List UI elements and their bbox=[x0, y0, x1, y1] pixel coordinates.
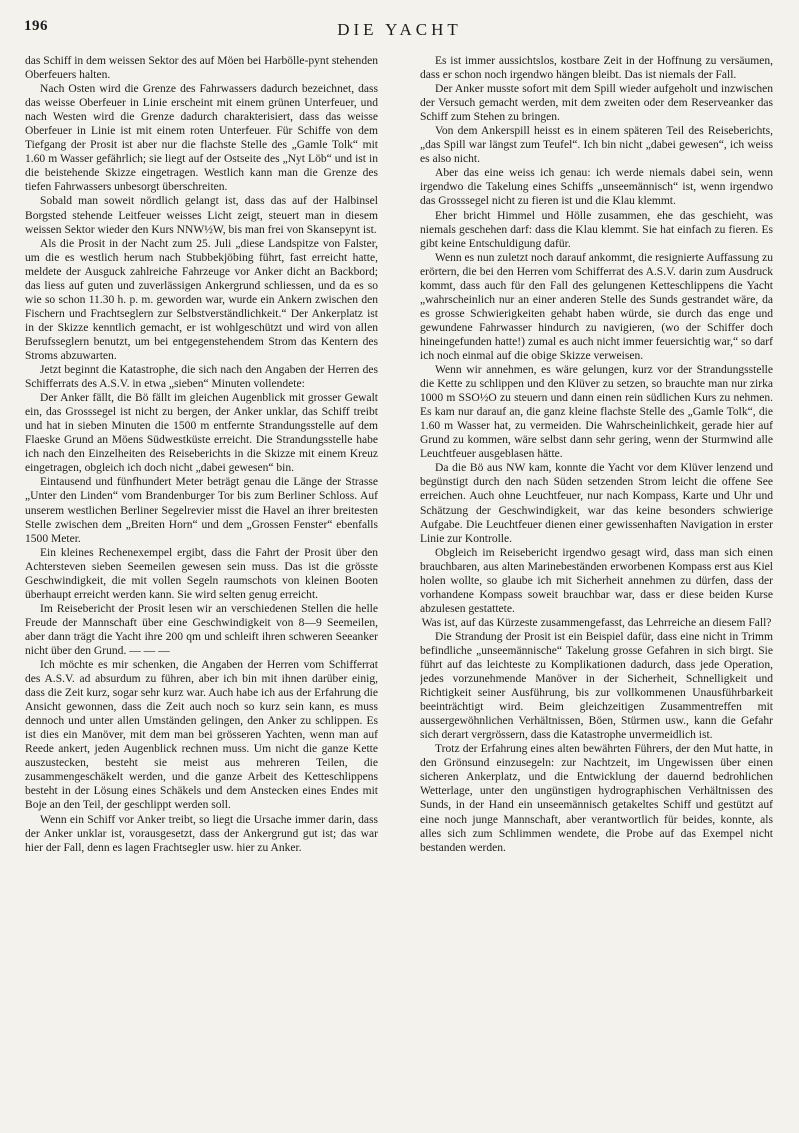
paragraph: Der Anker fällt, die Bö fällt im gleichen Augenblick mit grosser Gewalt ein, das Grosssegel ist nicht zu bergen, der Anker unklar, das Schiff treibt und hat in sieben Minuten die 1500 m entfernte Strandungsstelle auf dem Flaeske Grund an Möens Südwestküste erreicht. Die Strandungsstelle habe ich nach den Einzelheiten des Reiseberichts in die Skizze mit einem Kreuz eingetragen, obgleich ich doch nicht „dabei gewesen“ bin. bbox=[25, 392, 378, 475]
left-column bbox=[25, 54, 378, 1114]
paragraph: Wenn wir annehmen, es wäre gelungen, kurz vor der Strandungsstelle die Kette zu schlippen und den Klüver zu setzen, so brauchte man nur zirka 1000 m SSO½O zu steuern und dann einen rein südlichen Kurs zu nehmen. Es kam nur darauf an, die ganz kleine flachste Stelle des „Gamle Tolk“, die 1.60 m Wasser hat, zu vermeiden. Die Wahrscheinlichkeit, gerade hier auf Grund zu kommen, wäre selbst dann sehr gering, wenn der Sturmwind alle Leuchtfeuer ausgeblasen hätte. bbox=[420, 364, 773, 461]
paragraph: Da die Bö aus NW kam, konnte die Yacht vor dem Klüver lenzend und begünstigt durch den nach Süden setzenden Strom leicht die offene See erreichen. Auch ohne Leuchtfeuer, nur nach Kompass, Karte und Uhr und Schätzung der Geschwindigkeit, war das keine besonders schwierige Aufgabe. Die Leuchtfeuer dienen einer gewissenhaften Navigation in erster Linie zur Kontrolle. bbox=[420, 462, 773, 545]
paragraph: Die Strandung der Prosit ist ein Beispiel dafür, dass eine nicht in Trimm befindliche „unseemännische“ Takelung grosse Gefahren in sich birgt. Sie führt auf das leichteste zu Komplikationen dadurch, dass jede Operation, jedes vorzunehmende Manöver in der Sicherheit, Schnelligkeit und Richtigkeit seiner Ausführung, bis zur vollkommenen Unausführbarkeit beeinträchtigt wird. Beim gleichzeitigen Zusammentreffen mit aussergewöhnlichen Verhältnissen, Böen, Stürmen usw., kann die Gefahr sich derart vergrössern, dass die Katastrophe unvermeidlich ist. bbox=[420, 630, 773, 742]
paragraph: Eintausend und fünfhundert Meter beträgt genau die Länge der Strasse „Unter den Linden“ vom Brandenburger Tor bis zum Berliner Schloss. Auf unserem westlichen Berliner Segelrevier misst die Havel an ihrer breitesten Stelle zwischen dem „Breiten Horn“ und dem „Grossen Fenster“ ebenfalls 1500 Meter. bbox=[25, 476, 378, 545]
paragraph: Trotz der Erfahrung eines alten bewährten Führers, der den Mut hatte, in den Grönsund einzusegeln: zur Nachtzeit, im Ungewissen über einen sicheren Ankerplatz, und die Entwicklung der dauernd bedrohlichen Wetterlage, unter den ungünstigen hydrographischen Verhältnissen des Sunds, in der Hand ein unseemännisch getakeltes Schiff und gestützt auf eine noch junge Mannschaft, aber verantwortlich für beides, konnte, als alles sich zum Schlimmen wendete, die Probe auf das Exempel nicht bestanden werden. bbox=[420, 743, 773, 854]
paragraph: Es ist immer aussichtslos, kostbare Zeit in der Hoffnung zu versäumen, dass er schon noch irgendwo hängen bleibt. Das ist niemals der Fall. bbox=[420, 55, 773, 82]
paragraph: Obgleich im Reisebericht irgendwo gesagt wird, dass man sich einen brauchbaren, aus alten Marinebeständen erworbenen Kompass erst aus Kiel holen wollte, so glaube ich mit Sicherheit annehmen zu dürfen, dass der vorhandene Kompass soweit brauchbar war, dass er diese beiden Kurse abzulesen gestattete. bbox=[420, 546, 773, 615]
paragraph: Der Anker musste sofort mit dem Spill wieder aufgeholt und inzwischen der Versuch gemacht werden, mit dem zweiten oder dem Reserveanker das Schiff zum Stehen zu bringen. bbox=[420, 83, 773, 124]
paragraph: Jetzt beginnt die Katastrophe, die sich nach den Angaben der Herren des Schifferrats des A.S.V. in etwa „sieben“ Minuten vollendete: bbox=[25, 364, 378, 391]
paragraph: Sobald man soweit nördlich gelangt ist, dass das auf der Halbinsel Borgsted stehende Leitfeuer weisses Licht zeigt, steuert man in diesem weissen Sektor wieder den Kurs NNW½W, bis man frei von Skansepynt ist. bbox=[25, 195, 378, 236]
running-title: DIE YACHT bbox=[337, 20, 462, 39]
paragraph: Ich möchte es mir schenken, die Angaben der Herren vom Schifferrat des A.S.V. ad absurdum zu führen, aber ich bin mit ihnen darüber einig, dass die Zeit kurz, sogar sehr kurz war. Auch habe ich aus der Erfahrung die Ansicht gewonnen, dass die Zeit auch noch so kurz sein kann, es muss dennoch und unter allen Umständen gelingen, den Anker zu schlippen. Es ist dies ein Manöver, mit dem man bei grösseren Yachten, wenn man auf Reede ankert, jeden Augenblick rechnen muss. Um nicht die ganze Kette auszustecken, besteht sie meist aus mehreren Teilen, die zusammengeschäkelt werden, und die ganze Arbeit des Ketteschlippens besteht in der Lösung eines Schäkels und dem Anstecken eines Endes mit Boje an den Teil, der geschlippt werden soll. bbox=[25, 659, 378, 812]
paragraph: Im Reisebericht der Prosit lesen wir an verschiedenen Stellen die helle Freude der Mannschaft über eine Geschwindigkeit von 8—9 Seemeilen, aber dann trägt die Yacht ihre 200 qm und schleift ihren schweren Seeanker nicht über den Grund. — — — bbox=[25, 602, 378, 657]
paragraph: Ein kleines Rechenexempel ergibt, dass die Fahrt der Prosit über den Achtersteven sieben Seemeilen gewesen sein muss. Das ist die grösste Geschwindigkeit, die mit vollen Segeln raumschots von kleinen Booten überhaupt erreicht werden kann. Sie wird selten genug erreicht. bbox=[25, 546, 378, 601]
right-column bbox=[420, 54, 773, 1114]
page-number: 196 bbox=[24, 18, 48, 34]
paragraph: das Schiff in dem weissen Sektor des auf Möen bei Harbölle-pynt stehenden Oberfeuers halten. bbox=[25, 55, 378, 82]
paragraph: Wenn es nun zuletzt noch darauf ankommt, die resignierte Auffassung zu erörtern, die bei den Herren vom Schifferrat des A.S.V. darin zum Ausdruck kommt, dass auch für den Fall des gelungenen Ketteschlippens die Yacht „wahrscheinlich nur an einer anderen Stelle des Sunds gestrandet wäre, da es grosse Schwierigkeiten gehabt haben würde, sie durch das enge und gewundene Fahrwasser hindurch zu navigieren, (wo der Schiffer doch hineingefunden hatte!) zumal es auch nicht immer feuersichtig war,“ so darf ich noch einmal auf die obige Skizze verweisen. bbox=[420, 251, 773, 362]
paragraph: Aber das eine weiss ich genau: ich werde niemals dabei sein, wenn irgendwo die Takelung eines Schiffs „unseemännisch“ ist, wenn irgendwo das Grosssegel nicht zu fieren ist und die Klau klemmt. bbox=[420, 167, 773, 208]
paragraph: Wenn ein Schiff vor Anker treibt, so liegt die Ursache immer darin, dass der Anker unklar ist, vorausgesetzt, dass der Ankergrund gut ist; das war hier der Fall, denn es lagen Frachtsegler usw. hier zu Anker. bbox=[25, 813, 378, 854]
paragraph: Nach Osten wird die Grenze des Fahrwassers dadurch bezeichnet, dass das weisse Oberfeuer in Linie erscheint mit einem grünen Unterfeuer, und nach Westen wird die Grenze dadurch charakterisiert, dass das weisse Oberfeuer in Linie ist mit einem roten Unterfeuer. Für Schiffe von dem Tiefgang der Prosit ist aber nur die flachste Stelle des „Gamle Tolk“ mit 1.60 m Wasser gefährlich; sie liegt auf der Ostseite des „Nyt Löb“ und ist in die beistehende Skizze eingetragen. Westlich kann man die Grenze des tiefen Fahrwassers unbesorgt überschreiten. bbox=[25, 83, 378, 194]
paragraph: Von dem Ankerspill heisst es in einem späteren Teil des Reiseberichts, „das Spill war längst zum Teufel“. Ich bin nicht „dabei gewesen“, ich weiss es also nicht. bbox=[420, 125, 773, 166]
paragraph: Eher bricht Himmel und Hölle zusammen, ehe das geschieht, was niemals geschehen darf: dass die Klau klemmt. Sie hat einfach zu fieren. Es gibt keine Entschuldigung dafür. bbox=[420, 209, 773, 250]
paragraph: Als die Prosit in der Nacht zum 25. Juli „diese Landspitze von Falster, um die es westlich herum nach Stubbekjöbing führt, fast erreicht hatte, meldete der Ausguck zahlreiche Fahrzeuge vor Anker dicht an Backbord; das liess auf guten und zuverlässigen Ankergrund schliessen, und da es so wie so schon 11.30 h. p. m. geworden war, wurde ein Ankern zwischen den Fischern und Frachtseglern zur Selbstverständlichkeit.“ Der Ankerplatz ist in der Skizze kenntlich gemacht, er ist wohlgeschützt und wird von allen Berufsseglern benutzt, um bei entgegenstehendem Strom das Kentern des Stroms abzuwarten. bbox=[25, 237, 378, 362]
paragraph: Was ist, auf das Kürzeste zusammengefasst, das Lehrreiche an diesem Fall? bbox=[421, 616, 772, 629]
